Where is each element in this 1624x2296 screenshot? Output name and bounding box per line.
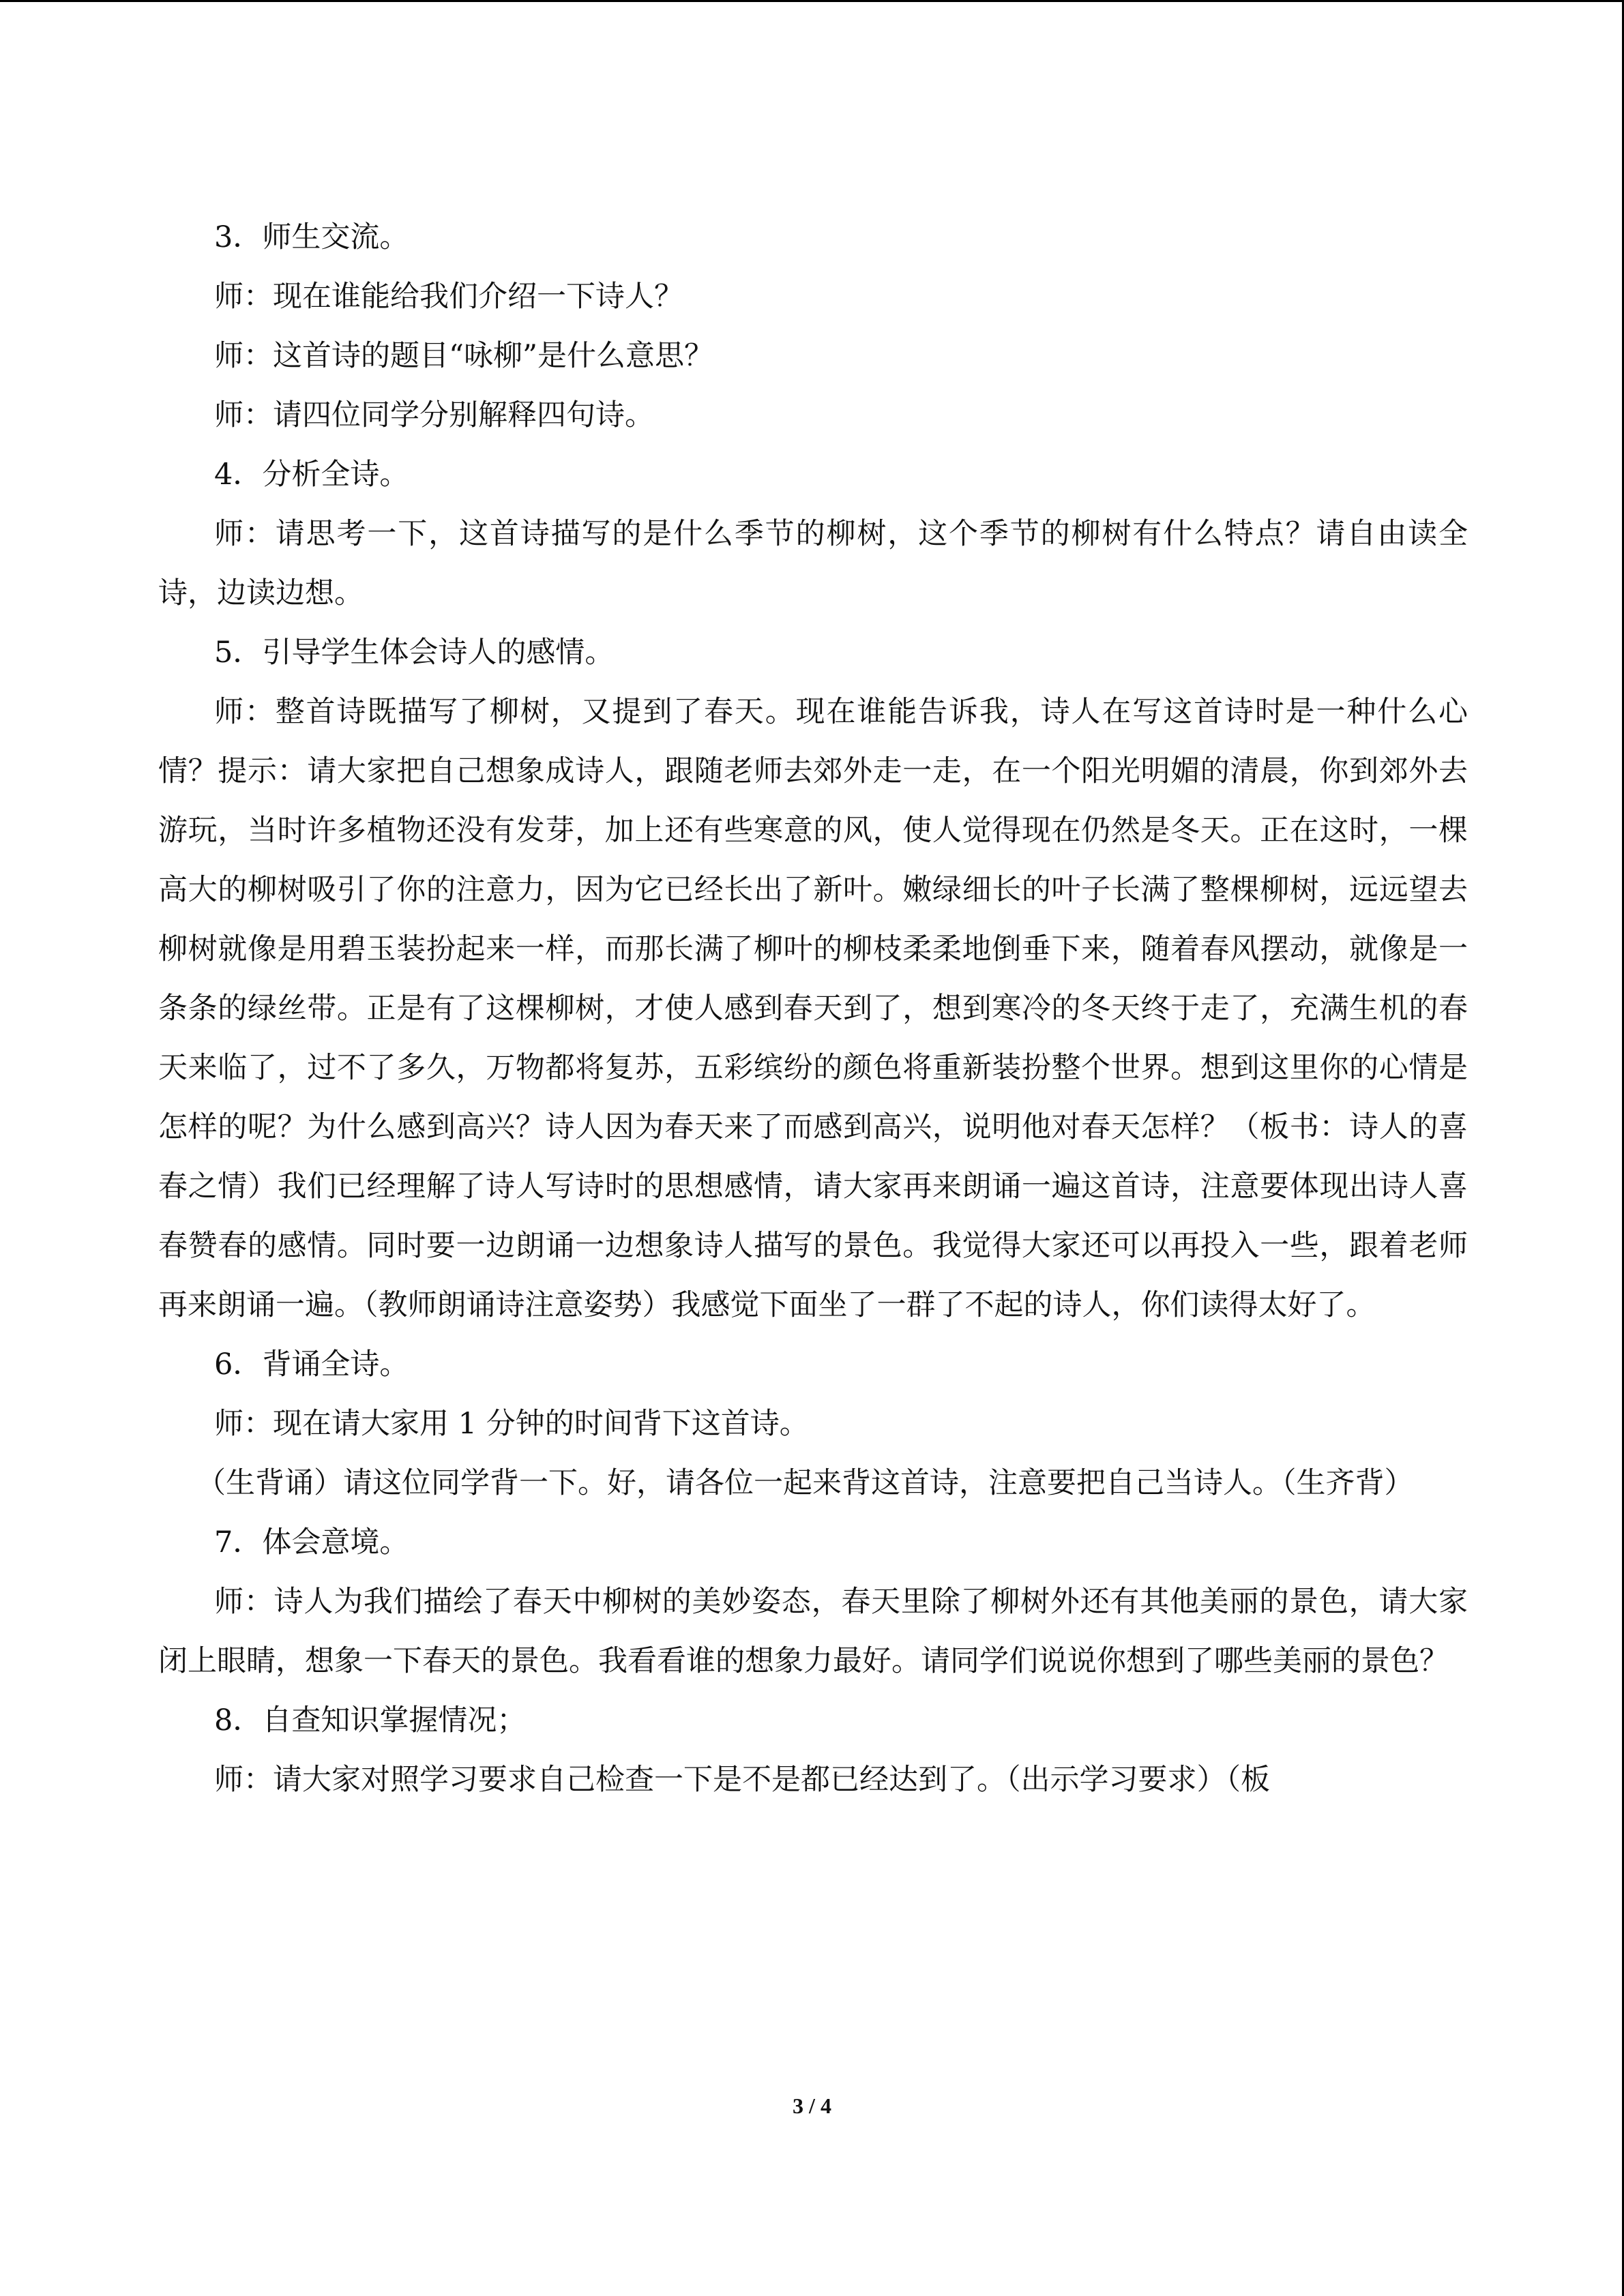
heading-self-check: 8．自查知识掌握情况；	[214, 1703, 527, 1738]
heading-poet-feelings: 5．引导学生体会诗人的感情。	[214, 636, 615, 670]
paragraph: 师：整首诗既描写了柳树，又提到了春天。现在谁能告诉我，诗人在写这首诗时是一种什么心情？提示：请大家把自己想象成诗人，跟随老师去郊外走一走，在一个阳光明媚的清晨，你到郊外去游玩，当时许多植物还没有发芽，加上还有些寒意的风，使人觉得现在仍然是冬天。正在这时，一棵高大的柳树吸引了你的注意力，因为它已经长出了新叶。嫩绿细长的叶子长满了整棵柳树，远远望去柳树就像是用碧玉装扮起来一样，而那长满了柳叶的柳枝柔柔地倒垂下来，随着春风摆动，就像是一条条的绿丝带。正是有了这棵柳树，才使人感到春天到了，想到寒冷的冬天终于走了，充满生机的春天来临了，过不了多久，万物都将复苏，五彩缤纷的颜色将重新装扮整个世界。想到这里你的心情是怎样的呢？为什么感到高兴？诗人因为春天来了而感到高兴，说明他对春天怎样？（板书：诗人的喜春之情）我们已经理解了诗人写诗时的思想感情，请大家再来朗诵一遍这首诗，注意要体现出诗人喜春赞春的感情。同时要一边朗诵一边想象诗人描写的景色。我觉得大家还可以再投入一些，跟着老师再来朗诵一遍。（教师朗诵诗注意姿势）我感觉下面坐了一群了不起的诗人，你们读得太好了。	[158, 695, 1468, 1322]
paragraph: 师：这首诗的题目“咏柳”是什么意思？	[214, 339, 713, 373]
heading-analyze-poem: 4．分析全诗。	[214, 458, 409, 492]
heading-teacher-student-exchange: 3．师生交流。	[214, 220, 409, 254]
paragraph: 师：请大家对照学习要求自己检查一下是不是都已经达到了。（出示学习要求）（板	[214, 1763, 1270, 1797]
paragraph: 师：现在谁能给我们介绍一下诗人？	[214, 280, 683, 314]
heading-mood: 7．体会意境。	[214, 1525, 409, 1560]
document-body	[158, 208, 1468, 1810]
heading-recite-poem: 6．背诵全诗。	[214, 1347, 409, 1382]
top-border	[0, 0, 1624, 2]
paragraph: 师：诗人为我们描绘了春天中柳树的美妙姿态，春天里除了柳树外还有其他美丽的景色，请大家闭上眼睛，想象一下春天的景色。我看看谁的想象力最好。请同学们说说你想到了哪些美丽的景色？	[158, 1585, 1468, 1678]
paragraph: 师：现在请大家用 1 分钟的时间背下这首诗。	[214, 1407, 809, 1441]
paragraph: 师：请四位同学分别解释四句诗。	[214, 398, 654, 432]
paragraph: 师：请思考一下，这首诗描写的是什么季节的柳树，这个季节的柳树有什么特点？请自由读全诗，边读边想。	[158, 517, 1468, 610]
paragraph: （生背诵）请这位同学背一下。好，请各位一起来背这首诗，注意要把自己当诗人。（生齐背）	[196, 1466, 1414, 1500]
page-number: 3 / 4	[793, 2093, 831, 2118]
